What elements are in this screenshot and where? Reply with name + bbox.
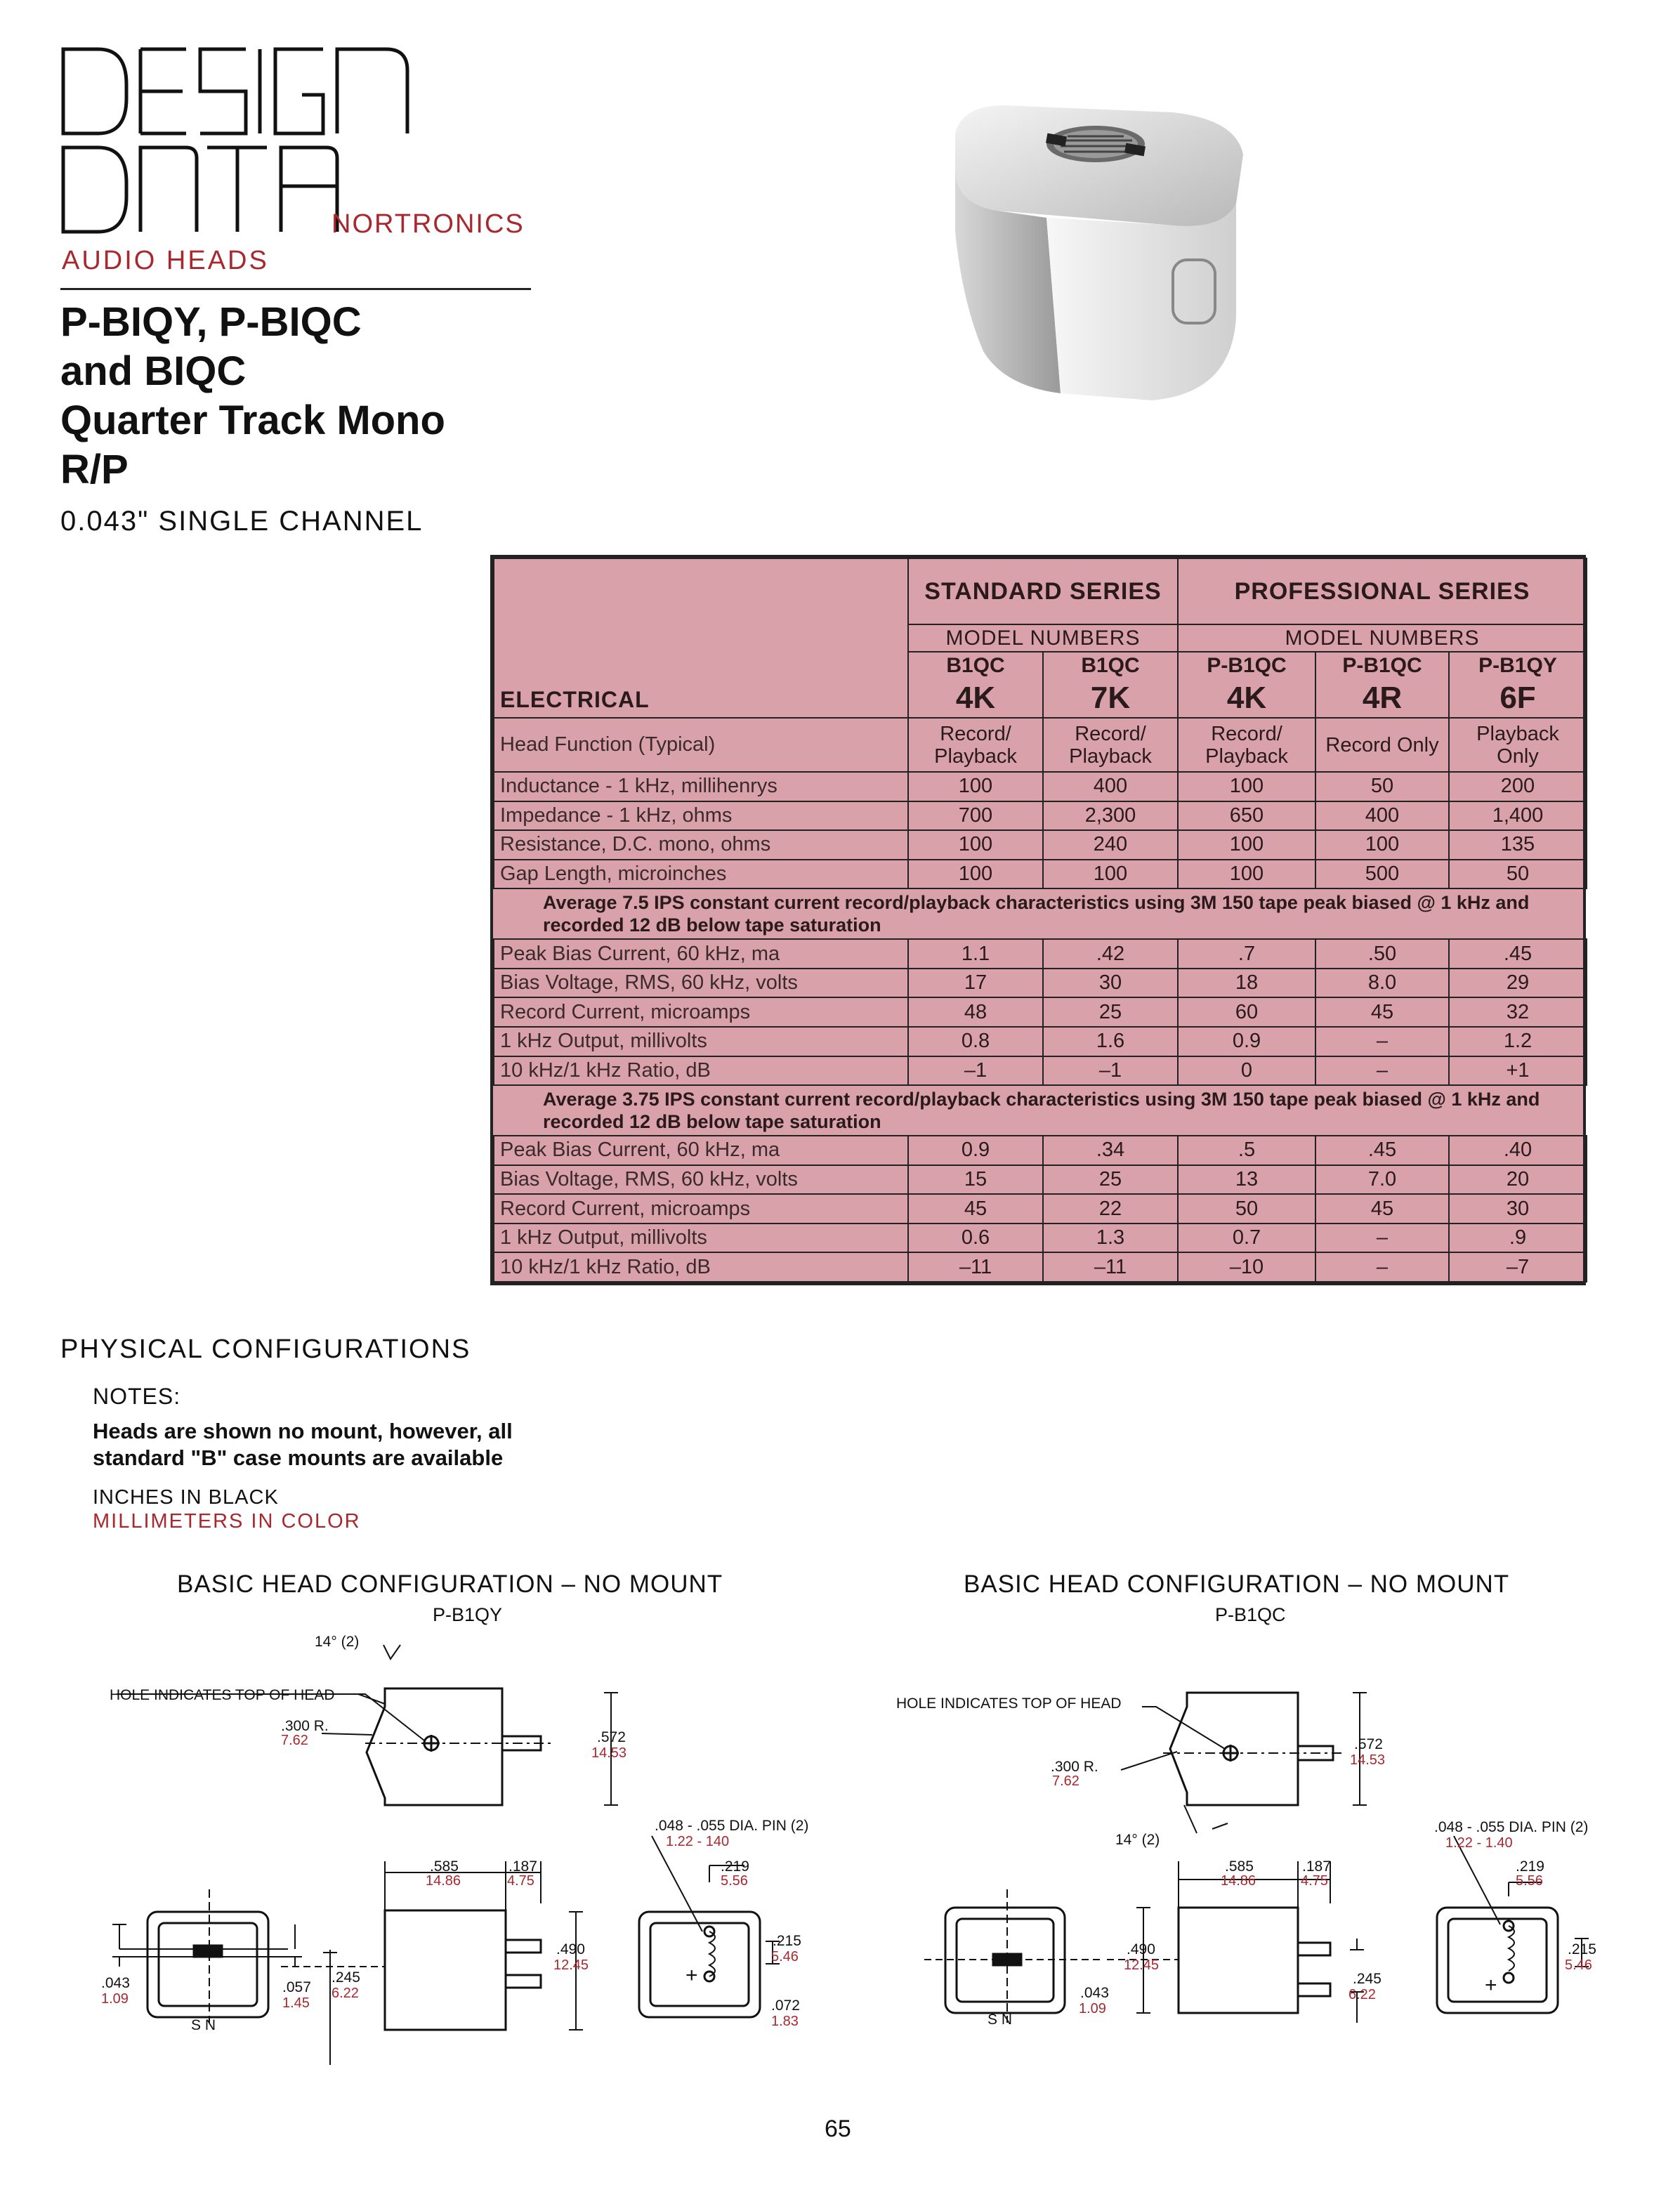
left-pin-in: .048 - .055 DIA. PIN (2): [655, 1818, 809, 1834]
row-label: Resistance, D.C. mono, ohms: [494, 830, 908, 860]
left-w1-mm: 14.86: [426, 1873, 461, 1889]
table-cell: 1.2: [1449, 1027, 1587, 1056]
left-g3-mm: 1.83: [771, 2014, 799, 2029]
table-row: [494, 830, 1587, 860]
standard-model-numbers-label: MODEL NUMBERS: [908, 624, 1178, 652]
table-cell: 100: [908, 860, 1043, 889]
diagram-right-model: P-B1QC: [1215, 1604, 1286, 1625]
table-row: [494, 1252, 1587, 1282]
table-row: [494, 1056, 1587, 1086]
head-function-4: Record Only: [1315, 718, 1449, 772]
left-h2-in: .490: [556, 1941, 585, 1957]
table-cell: .7: [1178, 939, 1315, 969]
table-cell: 100: [908, 830, 1043, 860]
table-cell: –1: [908, 1056, 1043, 1086]
page-number: 65: [825, 2116, 851, 2142]
inches-legend: INCHES IN BLACK: [93, 1486, 279, 1509]
left-h4-mm: 5.46: [771, 1949, 799, 1964]
table-cell: 45: [1315, 997, 1449, 1027]
table-cell: .42: [1043, 939, 1178, 969]
table-cell: 400: [1315, 801, 1449, 831]
brand-name: NORTRONICS: [332, 209, 525, 239]
right-pin-mm: 1.22 - 1.40: [1445, 1835, 1513, 1851]
row-label: Peak Bias Current, 60 kHz, ma: [494, 939, 908, 969]
physical-configurations-heading: PHYSICAL CONFIGURATIONS: [60, 1334, 471, 1364]
table-cell: 100: [1043, 860, 1178, 889]
table-cell: .5: [1178, 1136, 1315, 1165]
table-cell: 15: [908, 1165, 1043, 1195]
left-radius-mm: 7.62: [281, 1733, 308, 1748]
right-g1-in: .043: [1080, 1985, 1109, 2001]
table-cell: –11: [908, 1252, 1043, 1282]
left-h1-mm: 14.53: [591, 1745, 627, 1761]
left-side-view: [385, 1910, 506, 2030]
table-cell: 700: [908, 801, 1043, 831]
table-row: [494, 1136, 1587, 1165]
table-cell: 60: [1178, 997, 1315, 1027]
table-cell: 18: [1178, 969, 1315, 998]
right-h4-in: .215: [1568, 1941, 1596, 1957]
table-cell: 0.6: [908, 1224, 1043, 1253]
left-g1-mm: 1.09: [101, 1991, 129, 2007]
right-w1-mm: 14.86: [1221, 1873, 1256, 1889]
category-label: AUDIO HEADS: [62, 246, 269, 275]
row-label: Bias Voltage, RMS, 60 kHz, volts: [494, 1165, 908, 1195]
table-cell: –: [1315, 1224, 1449, 1253]
right-plus-label: +: [1485, 1974, 1497, 1997]
right-top-view-body: [1170, 1693, 1298, 1805]
table-cell: .45: [1315, 1136, 1449, 1165]
table-cell: 200: [1449, 772, 1587, 801]
model-code-5: 6F: [1449, 679, 1587, 719]
title-line-2: and BIQC: [60, 348, 247, 394]
left-w3-in: .219: [721, 1858, 749, 1875]
right-pin-in: .048 - .055 DIA. PIN (2): [1434, 1819, 1589, 1835]
table-cell: .40: [1449, 1136, 1587, 1165]
right-hole-note: HOLE INDICATES TOP OF HEAD: [896, 1695, 1122, 1712]
product-photo: [941, 91, 1292, 414]
left-g2-mm: 1.45: [282, 1995, 310, 2011]
table-cell: –7: [1449, 1252, 1587, 1282]
head-function-label: Head Function (Typical): [494, 718, 908, 772]
row-label: 1 kHz Output, millivolts: [494, 1224, 908, 1253]
right-w2-mm: 4.75: [1301, 1873, 1328, 1889]
header-rule: [60, 288, 531, 290]
left-g3-in: .072: [771, 1998, 800, 2014]
table-cell: 1,400: [1449, 801, 1587, 831]
title-line-4: R/P: [60, 447, 129, 492]
table-cell: +1: [1449, 1056, 1587, 1086]
head-function-5: Playback Only: [1449, 718, 1587, 772]
notes-line-2: standard "B" case mounts are available: [93, 1445, 504, 1470]
left-w2-in: .187: [508, 1858, 537, 1875]
table-row: [494, 939, 1587, 969]
table-cell: 22: [1043, 1194, 1178, 1224]
table-cell: 400: [1043, 772, 1178, 801]
head-function-3: Record/ Playback: [1178, 718, 1315, 772]
table-cell: 50: [1178, 1194, 1315, 1224]
table-cell: –1: [1043, 1056, 1178, 1086]
table-cell: .45: [1449, 939, 1587, 969]
table-cell: 500: [1315, 860, 1449, 889]
right-angle-label: 14° (2): [1115, 1832, 1160, 1848]
table-cell: 1.3: [1043, 1224, 1178, 1253]
right-h1-mm: 14.53: [1350, 1752, 1386, 1768]
table-cell: 135: [1449, 830, 1587, 860]
title-line-3: Quarter Track Mono: [60, 398, 445, 443]
right-h4-mm: 5.46: [1565, 1957, 1592, 1973]
table-cell: 1.1: [908, 939, 1043, 969]
right-h3-in: .245: [1353, 1971, 1382, 1987]
model-code-3: 4K: [1178, 679, 1315, 719]
table-cell: .9: [1449, 1224, 1587, 1253]
table-row: [494, 860, 1587, 889]
table-row: [494, 772, 1587, 801]
table-row: [494, 997, 1587, 1027]
row-label: Peak Bias Current, 60 kHz, ma: [494, 1136, 908, 1165]
note-7-5-ips: Average 7.5 IPS constant current record/playback characteristics using 3M 150 tape peak biased @ 1 kHz and recorded 12 dB below tape saturation: [494, 888, 1587, 939]
table-cell: 0: [1178, 1056, 1315, 1086]
model-family-5: P-B1QY: [1449, 652, 1587, 678]
title-line-1: P-BIQY, P-BIQC: [60, 299, 362, 345]
row-label: Impedance - 1 kHz, ohms: [494, 801, 908, 831]
notes-line-1: Heads are shown no mount, however, all: [93, 1419, 513, 1443]
table-cell: 100: [1178, 830, 1315, 860]
diagram-left: [0, 1615, 840, 2065]
table-cell: 48: [908, 997, 1043, 1027]
left-plus-label: +: [685, 1964, 698, 1987]
table-cell: 0.9: [1178, 1027, 1315, 1056]
table-cell: 25: [1043, 1165, 1178, 1195]
row-label: Record Current, microamps: [494, 997, 908, 1027]
table-cell: 8.0: [1315, 969, 1449, 998]
table-cell: 100: [1178, 772, 1315, 801]
left-h2-mm: 12.45: [553, 1957, 589, 1973]
model-family-2: B1QC: [1043, 652, 1178, 678]
table-row: [494, 969, 1587, 998]
note-3-75-ips: Average 3.75 IPS constant current record/playback characteristics using 3M 150 tape peak biased @ 1 kHz and recorded 12 dB below tape saturation: [494, 1085, 1587, 1136]
table-cell: 240: [1043, 830, 1178, 860]
diagram-right-title: BASIC HEAD CONFIGURATION – NO MOUNT: [964, 1570, 1510, 1598]
table-row: [494, 718, 1587, 772]
table-row: [494, 1027, 1587, 1056]
left-w1-in: .585: [430, 1858, 459, 1875]
right-h1-in: .572: [1354, 1736, 1383, 1752]
right-h2-in: .490: [1127, 1941, 1155, 1957]
left-g1-in: .043: [101, 1975, 130, 1991]
left-top-view-body: [367, 1688, 502, 1805]
section-label-cell: [494, 558, 908, 718]
table-cell: 25: [1043, 997, 1178, 1027]
left-h4-in: .215: [773, 1933, 801, 1949]
table-cell: 50: [1449, 860, 1587, 889]
table-cell: .50: [1315, 939, 1449, 969]
head-function-2: Record/ Playback: [1043, 718, 1178, 772]
left-radius-in: .300 R.: [281, 1718, 329, 1734]
right-w3-mm: 5.56: [1516, 1873, 1543, 1889]
head-function-1: Record/ Playback: [908, 718, 1043, 772]
diagram-left-title: BASIC HEAD CONFIGURATION – NO MOUNT: [177, 1570, 723, 1598]
table-cell: 45: [1315, 1194, 1449, 1224]
product-title: [60, 298, 445, 494]
notes-label: NOTES:: [93, 1384, 181, 1409]
table-cell: 0.9: [908, 1136, 1043, 1165]
right-w1-in: .585: [1225, 1858, 1254, 1875]
row-label: 10 kHz/1 kHz Ratio, dB: [494, 1252, 908, 1282]
diagram-right: [840, 1615, 1680, 2065]
table-cell: 1.6: [1043, 1027, 1178, 1056]
left-hole-note: HOLE INDICATES TOP OF HEAD: [110, 1687, 335, 1703]
right-side-view: [1179, 1908, 1298, 2013]
row-label: Record Current, microamps: [494, 1194, 908, 1224]
right-radius-in: .300 R.: [1051, 1759, 1098, 1775]
row-label: Bias Voltage, RMS, 60 kHz, volts: [494, 969, 908, 998]
row-label: 10 kHz/1 kHz Ratio, dB: [494, 1056, 908, 1086]
professional-series-header: PROFESSIONAL SERIES: [1178, 558, 1587, 624]
table-cell: 0.8: [908, 1027, 1043, 1056]
model-code-4: 4R: [1315, 679, 1449, 719]
table-row: [494, 1224, 1587, 1253]
row-label: Gap Length, microinches: [494, 860, 908, 889]
table-cell: 7.0: [1315, 1165, 1449, 1195]
table-row: [494, 801, 1587, 831]
table-cell: .34: [1043, 1136, 1178, 1165]
right-g1-mm: 1.09: [1079, 2001, 1106, 2016]
diagram-left-model: P-B1QY: [433, 1604, 503, 1625]
row-label: Inductance - 1 kHz, millihenrys: [494, 772, 908, 801]
table-cell: 45: [908, 1194, 1043, 1224]
left-w2-mm: 4.75: [507, 1873, 534, 1889]
table-cell: 50: [1315, 772, 1449, 801]
right-end-view: [1437, 1908, 1558, 2013]
table-row: [494, 1165, 1587, 1195]
table-cell: –10: [1178, 1252, 1315, 1282]
left-h3-in: .245: [332, 1969, 360, 1986]
left-pin-mm: 1.22 - 140: [666, 1834, 730, 1849]
table-cell: 100: [1315, 830, 1449, 860]
table-row: [494, 1194, 1587, 1224]
right-w3-in: .219: [1516, 1858, 1544, 1875]
table-cell: 30: [1449, 1194, 1587, 1224]
left-h1-in: .572: [597, 1729, 626, 1745]
left-w3-mm: 5.56: [721, 1873, 748, 1889]
professional-model-numbers-label: MODEL NUMBERS: [1178, 624, 1587, 652]
table-cell: –: [1315, 1252, 1449, 1282]
model-code-1: 4K: [908, 679, 1043, 719]
model-family-4: P-B1QC: [1315, 652, 1449, 678]
right-h3-mm: 6.22: [1348, 1987, 1376, 2002]
left-front-view: [147, 1912, 268, 2017]
table-cell: 29: [1449, 969, 1587, 998]
table-cell: 20: [1449, 1165, 1587, 1195]
table-cell: 2,300: [1043, 801, 1178, 831]
table-cell: –: [1315, 1056, 1449, 1086]
left-angle-label: 14° (2): [315, 1634, 360, 1650]
section-label: ELECTRICAL: [500, 687, 650, 713]
right-sn-label: S N: [987, 2012, 1013, 2028]
model-family-1: B1QC: [908, 652, 1043, 678]
table-cell: 100: [908, 772, 1043, 801]
right-h2-mm: 12.45: [1124, 1957, 1160, 1973]
right-w2-in: .187: [1302, 1858, 1331, 1875]
model-code-2: 7K: [1043, 679, 1178, 719]
left-h3-mm: 6.22: [332, 1986, 359, 2001]
row-label: 1 kHz Output, millivolts: [494, 1027, 908, 1056]
table-cell: 0.7: [1178, 1224, 1315, 1253]
table-cell: 32: [1449, 997, 1587, 1027]
left-g2-in: .057: [282, 1979, 311, 1995]
table-cell: 13: [1178, 1165, 1315, 1195]
table-cell: 650: [1178, 801, 1315, 831]
right-radius-mm: 7.62: [1052, 1773, 1079, 1789]
table-cell: 30: [1043, 969, 1178, 998]
table-cell: –11: [1043, 1252, 1178, 1282]
product-subtitle: 0.043" SINGLE CHANNEL: [60, 506, 424, 537]
table-cell: 100: [1178, 860, 1315, 889]
left-sn-label: S N: [191, 2017, 216, 2033]
standard-series-header: STANDARD SERIES: [908, 558, 1178, 624]
specifications-table: [490, 555, 1586, 1285]
model-family-3: P-B1QC: [1178, 652, 1315, 678]
millimeters-legend: MILLIMETERS IN COLOR: [93, 1510, 361, 1533]
table-cell: 17: [908, 969, 1043, 998]
table-cell: –: [1315, 1027, 1449, 1056]
